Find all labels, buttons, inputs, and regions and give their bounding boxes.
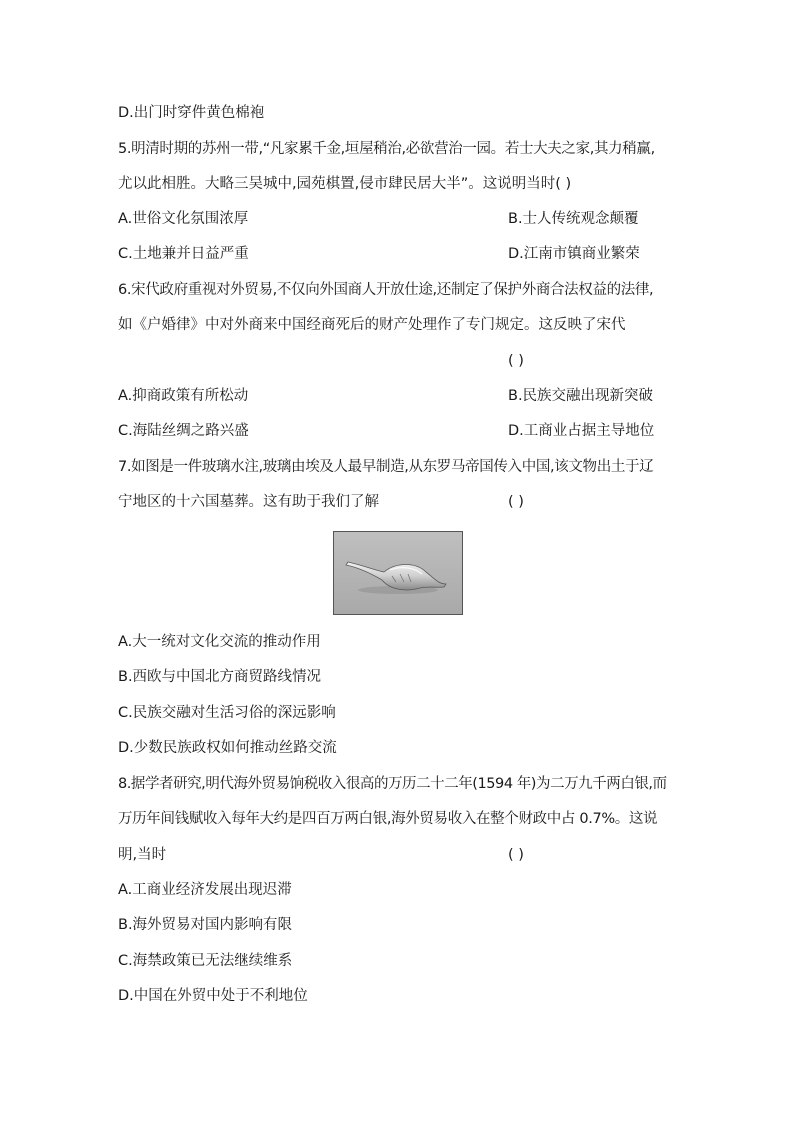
q6-stem-line-1: 6.宋代政府重视对外贸易,不仅向外国商人开放仕途,还制定了保护外商合法权益的法律, bbox=[118, 282, 654, 298]
glass-water-vessel-icon bbox=[334, 532, 462, 614]
q8-option-c: C.海禁政策已无法继续维系 bbox=[118, 953, 293, 969]
glass-vessel-figure bbox=[333, 531, 463, 615]
q5-option-d: D.江南市镇商业繁荣 bbox=[508, 246, 640, 262]
q8-stem-line-2: 万历年间钱赋收入每年大约是四百万两白银,海外贸易收入在整个财政中占 0.7%。这说 bbox=[118, 811, 658, 827]
q6-option-a: A.抑商政策有所松动 bbox=[118, 388, 249, 404]
q5-option-a: A.世俗文化氛围浓厚 bbox=[118, 211, 249, 227]
q8-option-d: D.中国在外贸中处于不利地位 bbox=[118, 988, 308, 1004]
q5-option-c: C.土地兼并日益严重 bbox=[118, 246, 249, 262]
q8-answer-paren: ( ) bbox=[508, 847, 524, 863]
q4-option-d: D.出门时穿件黄色棉袍 bbox=[118, 105, 265, 121]
q8-stem-line-1: 8.据学者研究,明代海外贸易饷税收入很高的万历二十二年(1594 年)为二万九千两白银,而 bbox=[118, 776, 667, 792]
q6-option-d: D.工商业占据主导地位 bbox=[508, 423, 655, 439]
q5-stem-line-2: 尤以此相胜。大略三吴城中,园苑棋置,侵市肆民居大半”。这说明当时( ) bbox=[118, 176, 572, 192]
q6-option-b: B.民族交融出现新突破 bbox=[508, 388, 654, 404]
q7-stem-line-1: 7.如图是一件玻璃水注,玻璃由埃及人最早制造,从东罗马帝国传入中国,该文物出土于辽 bbox=[118, 459, 654, 475]
q7-stem-line-2: 宁地区的十六国墓葬。这有助于我们了解 bbox=[118, 494, 379, 510]
q6-answer-paren: ( ) bbox=[508, 353, 524, 369]
q7-option-d: D.少数民族政权如何推动丝路交流 bbox=[118, 740, 337, 756]
q8-stem-line-3: 明,当时 bbox=[118, 847, 167, 863]
q8-option-a: A.工商业经济发展出现迟滞 bbox=[118, 882, 292, 898]
q7-option-c: C.民族交融对生活习俗的深远影响 bbox=[118, 705, 336, 721]
q5-stem-line-1: 5.明清时期的苏州一带,“凡家累千金,垣屋稍治,必欲营治一园。若士大夫之家,其力稍赢, bbox=[118, 141, 655, 157]
q7-answer-paren: ( ) bbox=[508, 494, 524, 510]
q7-option-b: B.西欧与中国北方商贸路线情况 bbox=[118, 669, 322, 685]
q7-option-a: A.大一统对文化交流的推动作用 bbox=[118, 634, 321, 650]
q8-option-b: B.海外贸易对国内影响有限 bbox=[118, 917, 293, 933]
q6-option-c: C.海陆丝绸之路兴盛 bbox=[118, 423, 249, 439]
q5-option-b: B.士人传统观念颠覆 bbox=[508, 211, 639, 227]
q6-stem-line-2: 如《户婚律》中对外商来中国经商死后的财产处理作了专门规定。这反映了宋代 bbox=[118, 317, 626, 333]
